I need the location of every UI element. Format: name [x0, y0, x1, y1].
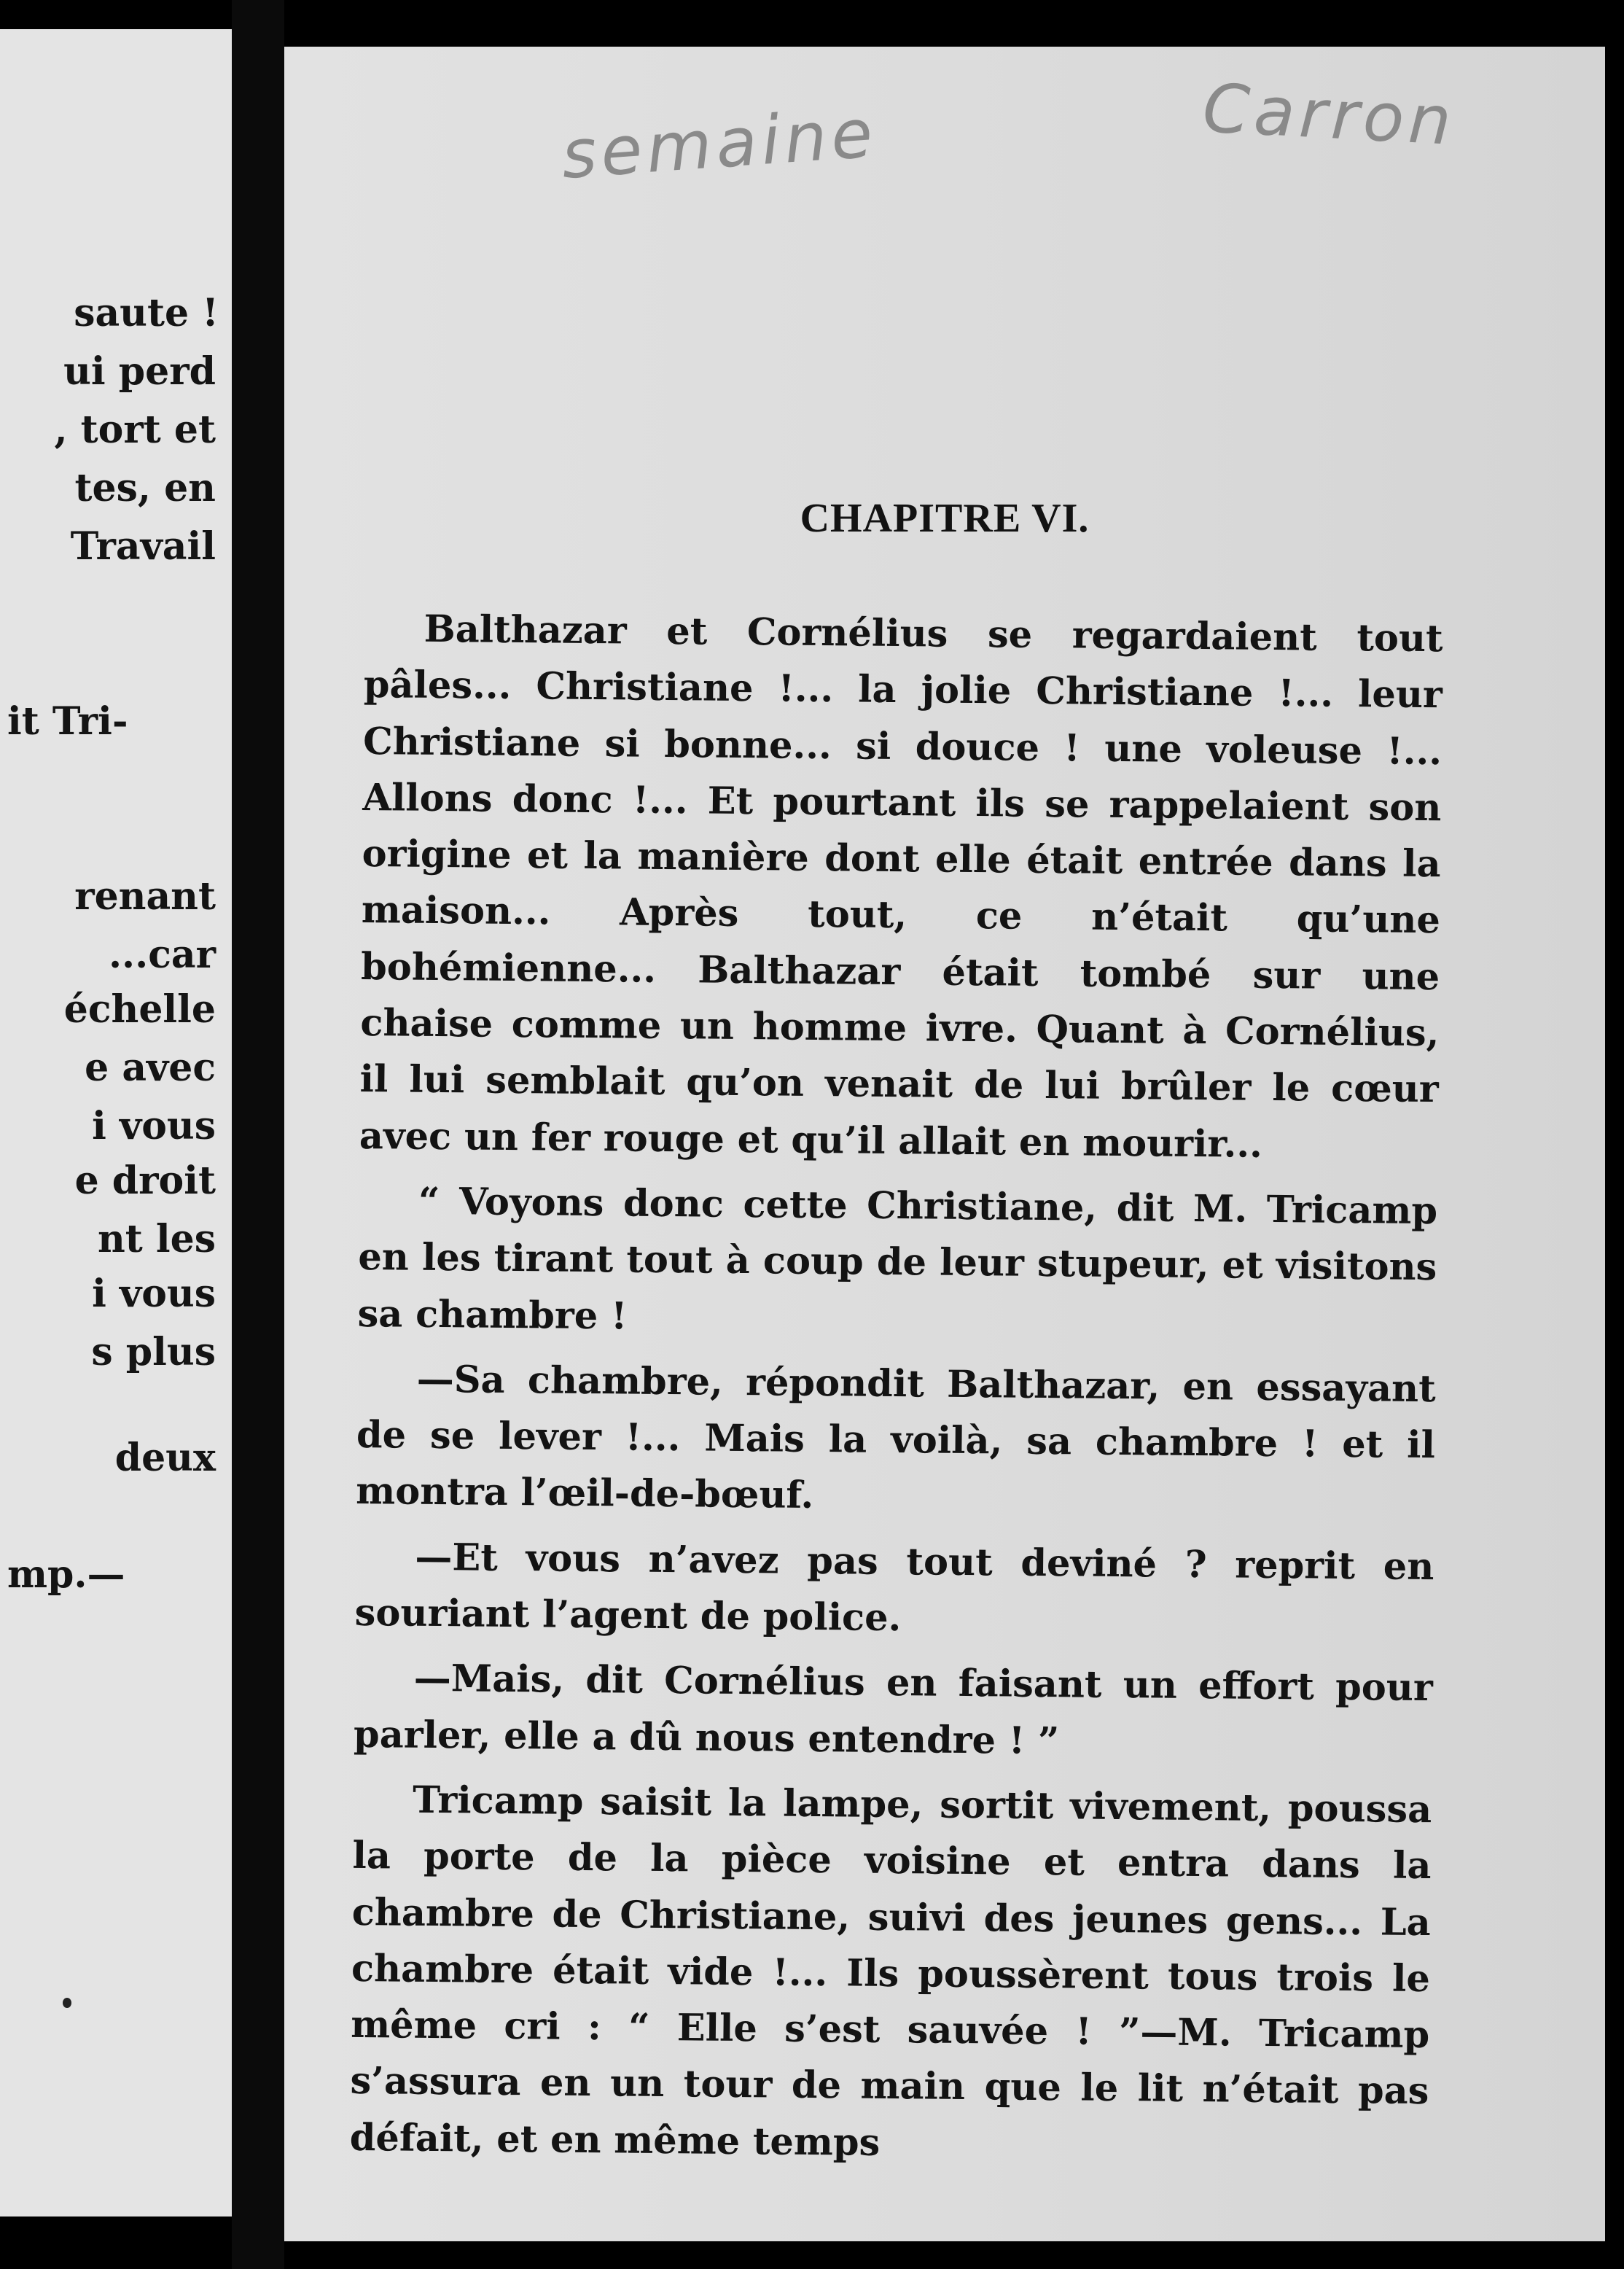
paragraph: —Sa chambre, répondit Balthazar, en essayant de se lever !... Mais la voilà, sa chambre ! et il montra l’œil-de-bœuf. [355, 1357, 1436, 1518]
paragraph: —Mais, dit Cornélius en faisant un effort pour parler, elle a dû nous entendre ! ” [353, 1657, 1434, 1763]
pencil-annotation-right: Carron [1201, 69, 1458, 161]
left-page-line: i vous [92, 1104, 216, 1148]
paragraph: —Et vous n’avez pas tout deviné ? reprit en souriant l’agent de police. [354, 1535, 1434, 1641]
left-page-line: deux [114, 1436, 216, 1480]
left-page-line: i vous [92, 1272, 216, 1316]
left-page-line: , tort et [54, 408, 216, 452]
left-page-line: it Tri- [7, 699, 128, 744]
chapter-title: CHAPITRE VI. [800, 496, 1090, 541]
left-page-line: ...car [108, 933, 216, 977]
left-page-line: renant [74, 874, 216, 919]
book-gutter [232, 0, 284, 2269]
current-page [284, 47, 1605, 2241]
pencil-annotation-left: semaine [558, 94, 880, 194]
left-page-line: Travail [70, 524, 216, 569]
left-page-line: e droit [74, 1159, 216, 1203]
left-page-line: mp.— [7, 1552, 125, 1597]
left-page-line: saute ! [74, 291, 219, 335]
left-page-line: nt les [97, 1217, 216, 1261]
left-page-line: s plus [91, 1330, 216, 1374]
paragraph: “ Voyons donc cette Christiane, dit M. Tricamp en les tirant tout à coup de leur stupeur, et visitons sa chambre ! [357, 1179, 1438, 1339]
body-text [349, 601, 1443, 2185]
left-page-line: tes, en [74, 466, 216, 510]
left-page-line: e avec [85, 1046, 216, 1090]
paragraph: Tricamp saisit la lampe, sortit vivement, poussa la porte de la pièce voisine et entra dans la chambre de Christiane, suivi des jeunes gens... La chambre était vide !... Ils poussèrent tous trois le même cri : “ Elle s’est sauvée ! ”—M. Tricamp s’assura en un tour de main que le lit n’était pas défait, et en même temps [349, 1778, 1432, 2165]
left-page-line: échelle [63, 987, 216, 1032]
left-page-line: ui perd [63, 349, 216, 394]
paragraph: Balthazar et Cornélius se regardaient tout pâles... Christiane !... la jolie Christiane !... leur Christiane si bonne... si douce ! une voleuse !... Allons donc !... Et pourtant ils se rappelaient son origine et la manière dont elle était entrée dans la maison... Après tout, ce n’était qu’une bohémienne... Balthazar était tombé sur une chaise comme un homme ivre. Quant à Cornélius, il lui semblait qu’on venait de lui brûler le cœur avec un fer rouge et qu’il allait en mourir... [359, 607, 1443, 1167]
previous-page-fragment [0, 29, 232, 2217]
scan-edge [1605, 0, 1624, 2269]
ink-speck [63, 1998, 71, 2008]
